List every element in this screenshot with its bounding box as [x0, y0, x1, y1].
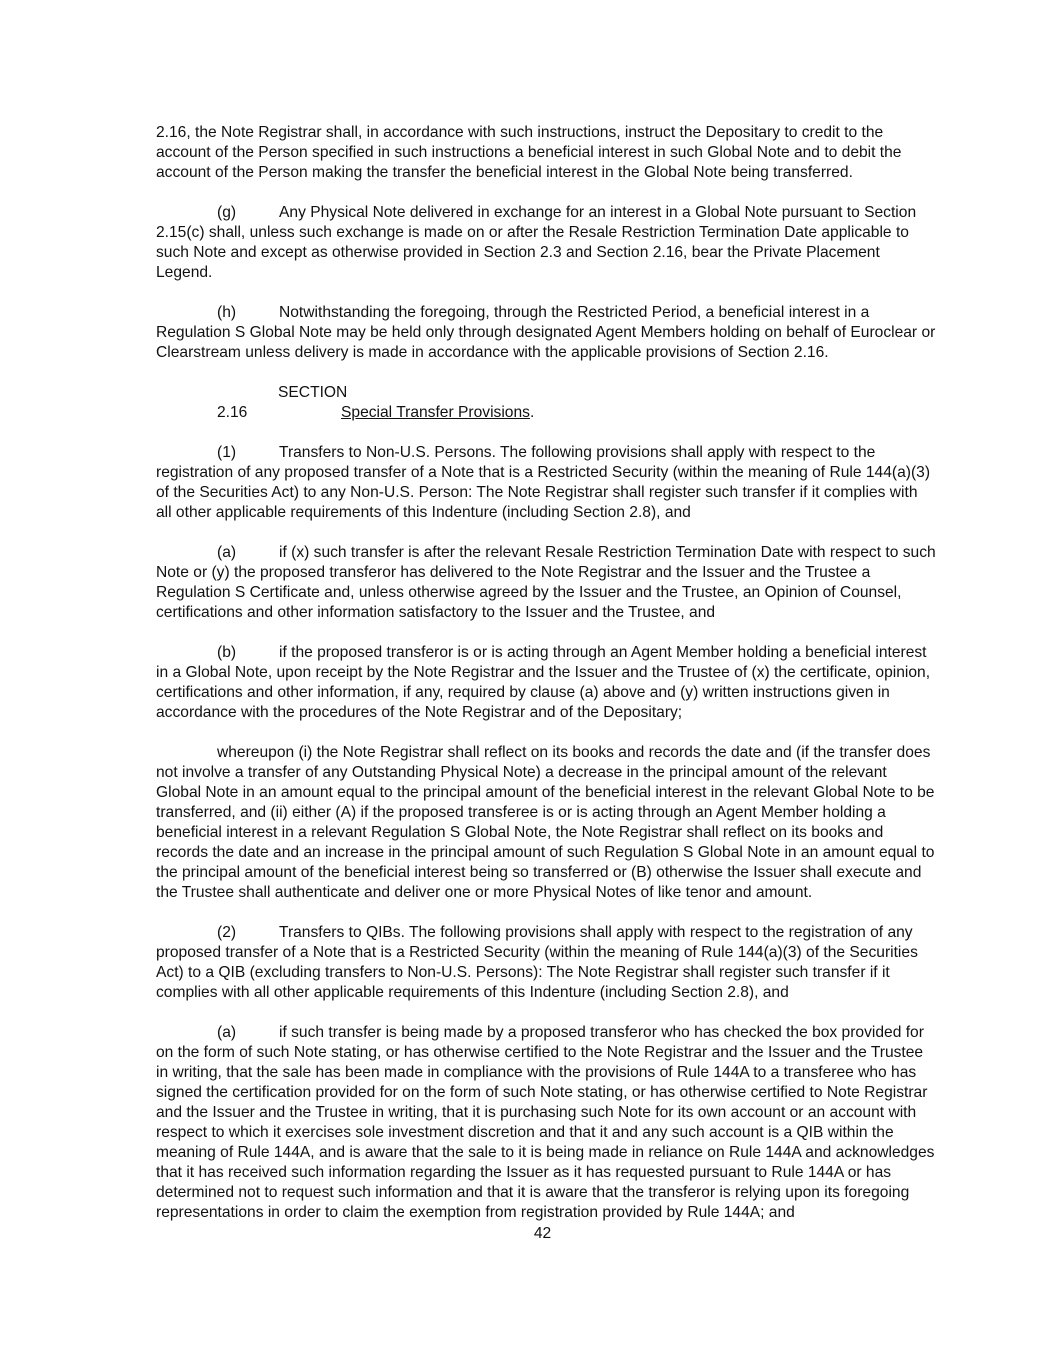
page-number: 42: [533, 1225, 552, 1242]
paragraph-marker: (a): [217, 544, 237, 561]
paragraph-text: Transfers to Non-U.S. Persons. The following provisions shall apply with respect to the registration of any proposed transfer of a Note that is a Restricted Security (within the meaning of Rule 144(a)(3) of the Securities Act) to any Non-U.S. Person: The Note Registrar shall register such transfer if it complies with all other applicable requirements of this Indenture (including Section 2.8), and: [156, 444, 931, 521]
subsection-1: [156, 443, 936, 523]
paragraph-continuation: [156, 123, 936, 183]
subsection-2: [156, 923, 936, 1003]
paragraph-marker: (h): [217, 304, 237, 321]
paragraph-marker: (1): [217, 444, 237, 461]
subsection-2-a: [156, 1023, 936, 1223]
paragraph-text: if the proposed transferor is or is acting through an Agent Member holding a beneficial interest in a Global Note, upon receipt by the Note Registrar and the Issuer and the Trustee of (x) the certificate, opinion, certifications and other information, if any, required by clause (a) above and (y) written instructions given in accordance with the procedures of the Note Registrar and of the Depositary;: [156, 644, 931, 721]
paragraph-g: [156, 203, 936, 283]
paragraph-text: if (x) such transfer is after the relevant Resale Restriction Termination Date with respect to such Note or (y) the proposed transferor has delivered to the Note Registrar and the Issuer and the Trustee a Regulation S Certificate and, unless otherwise agreed by the Issuer and the Trustee, an Opinion of Counsel, certifications and other information satisfactory to the Issuer and the Trustee, and: [156, 544, 936, 621]
section-number: SECTION 2.16: [217, 384, 348, 421]
paragraph-text: Transfers to QIBs. The following provisions shall apply with respect to the registration of any proposed transfer of a Note that is a Restricted Security (within the meaning of Rule 144(a)(3) of the Securities Act) to a QIB (excluding transfers to Non-U.S. Persons): The Note Registrar shall register such transfer if it complies with all other applicable requirements of this Indenture (including Section 2.8), and: [156, 924, 918, 1001]
paragraph-text: whereupon (i) the Note Registrar shall reflect on its books and records the date and (if the transfer does not involve a transfer of any Outstanding Physical Note) a decrease in the principal amount of the relevant Global Note in an amount equal to the principal amount of the beneficial interest in the relevant Global Note to be transferred, and (ii) either (A) if the proposed transferee is or is acting through an Agent Member holding a beneficial interest in a relevant Regulation S Global Note, the Note Registrar shall reflect on its books and records the date and an increase in the principal amount of such Regulation S Global Note in an amount equal to the principal amount of the beneficial interest being so transferred or (B) otherwise the Issuer shall execute and the Trustee shall authenticate and deliver one or more Physical Notes of like tenor and amount.: [156, 744, 935, 901]
subsection-1-a: [156, 543, 936, 623]
section-title: Special Transfer Provisions: [341, 404, 530, 421]
paragraph-text: Any Physical Note delivered in exchange for an interest in a Global Note pursuant to Section 2.15(c) shall, unless such exchange is made on or after the Resale Restriction Termination Date applicable to such Note and except as otherwise provided in Section 2.3 and Section 2.16, bear the Private Placement Legend.: [156, 204, 917, 281]
subsection-1-b: [156, 643, 936, 723]
document-body: [156, 123, 936, 1243]
paragraph-marker: (g): [217, 204, 237, 221]
paragraph-text: 2.16, the Note Registrar shall, in accordance with such instructions, instruct the Depositary to credit to the account of the Person specified in such instructions a beneficial interest in such Global Note and to debit the account of the Person making the transfer the beneficial interest in the Global Note being transferred.: [156, 124, 902, 181]
paragraph-text: if such transfer is being made by a proposed transferor who has checked the box provided for on the form of such Note stating, or has otherwise certified to the Note Registrar and the Issuer and the Trustee in writing, that the sale has been made in compliance with the provisions of Rule 144A to a transferee who has signed the certification provided for on the form of such Note stating, or has otherwise certified to Note Registrar and the Issuer and the Trustee in writing, that it is purchasing such Note for its own account or an account with respect to which it exercises sole investment discretion and that it and any such account is a QIB within the meaning of Rule 144A, and is aware that the sale to it is being made in reliance on Rule 144A and acknowledges that it has received such information regarding the Issuer as it has requested pursuant to Rule 144A or has determined not to request such information and that it is aware that the transferor is relying upon its foregoing representations in order to claim the exemption from registration provided by Rule 144A; and: [156, 1024, 935, 1221]
section-title-period: .: [529, 404, 535, 421]
paragraph-text: Notwithstanding the foregoing, through the Restricted Period, a beneficial interest in a Regulation S Global Note may be held only through designated Agent Members holding on behalf of Euroclear or Clearstream unless delivery is made in accordance with the applicable provisions of Section 2.16.: [156, 304, 936, 361]
section-heading: [156, 383, 936, 423]
paragraph-marker: (b): [217, 644, 237, 661]
paragraph-h: [156, 303, 936, 363]
paragraph-marker: (a): [217, 1024, 237, 1041]
paragraph-marker: (2): [217, 924, 237, 941]
subsection-1-whereupon: [156, 743, 936, 903]
